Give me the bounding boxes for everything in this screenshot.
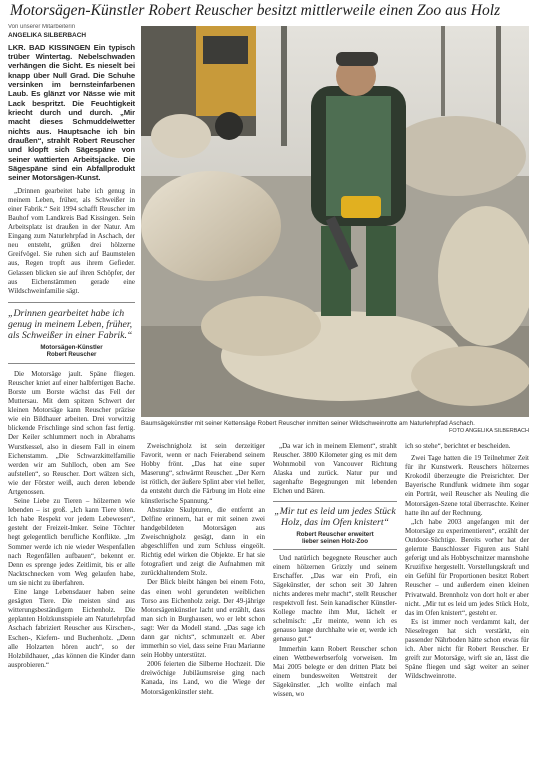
column-2	[141, 442, 265, 760]
byline-author: ANGELIKA SILBERBACH	[8, 31, 87, 39]
pull-quote-attribution: Motorsägen-Künstler	[40, 343, 103, 351]
pull-quote-attribution-subline: lieber seinen Holz-Zoo	[301, 538, 368, 546]
photo-caption-text: Baumsägekünstler mit seiner Kettensäge Robert Reuscher inmitten seiner Wildschweinrotte am Naturlehrpfad Aschach.	[141, 420, 475, 427]
body-paragraph: „Da war ich in meinem Element“, strahlt Reuscher. 3800 Kilometer ging es mit dem Wohnmobil von Vancouver Richtung Alaska und zurück. Natur pur und sagenhafte Begegnungen mit lebenden Elchen und Bären.	[273, 442, 397, 496]
body-paragraph: Der Blick bleibt hängen bei einem Foto, das einen wohl gerundeten weiblichen Torso aus Eichenholz zeigt. Der 49-jährige Motorsägenkünstler lacht und erzählt, dass man sich in Burghausen, wo er lebt schon sagt: Wer da Modell stand. „Das sage ich dann gar nichts“, schmunzelt er. Aber immerhin so viel, dass seine Frau Marianne sein Hobby unterstützt.	[141, 578, 265, 660]
lede-paragraph: LKR. BAD KISSINGEN Ein typisch trüber Wintertag. Nebelschwaden verhängen die Sicht. Es nieselt bei knapp über Null Grad. Die Schuhe versinken im bernsteinfarbenen Laub. Es glänzt vor Nässe wie mit Lack bespritzt. Die Feuchtigkeit kriecht durch und durch. „Mir macht dieses Schmuddelwetter nichts aus. Hauptsache ich bin draußen“, strahlt Robert Reuscher und klopft sich Sägespäne von seiner wattierten Arbeitsjacke. Die Sägespäne sind ein Abfallprodukt seiner Motorsägen-Kunst.	[8, 42, 135, 183]
pull-quote-text: „Drinnen gearbeitet habe ich genug in meinem Leben, früher, als Schweißer in einer Fabrik.“	[8, 307, 133, 341]
pull-quote-1	[8, 302, 135, 364]
body-paragraph: Die Motorsäge jault. Späne fliegen. Reuscher kniet auf einer halbfertigen Bache. Borste um Borste wächst das Fell der Muttersau. Mit dem spitzen Schwert der kleinen Motorsäge kann Reuscher präzise wie ein Bildhauer arbeiten. Drei vorwitzig blickende Frischlinge sind schon fast fertig. Der Keiler schlummert noch in Abrahams Wurstkessel, also in diesem Fall in einem Eichenstamm. „Die Schwarzkittelfamilie werden wir am Suhlloch, oben am See aufstellen“, so Reuscher. Dort wälzen sich, wie der Förster weiß, auch deren lebende Artgenossen.	[8, 369, 135, 496]
pull-quote-2	[273, 501, 397, 550]
body-paragraph: Zwei Tage hatten die 19 Teilnehmer Zeit für ihr Kunstwerk. Reuschers hölzernes Krokodil überzeugte die Preisrichter. Der Bayerische Rundfunk widmete ihm sogar ein Porträt, weil Reuscher als Neuling die Motorsägen-Szene total überraschte. Keiner hatte ihn auf der Rechnung.	[405, 454, 529, 517]
body-paragraph: Abstrakte Skulpturen, die entfernt an Delfine erinnern, hat er mit seinen zwei handgebildeten Motorsägen aus Zweischnigholz gesägt, dann in ein abgeschliffen und zum Schluss eingeölt. Richtig edel wirken die Objekte. Er hat sie fotografiert und zeigt die Aufnahmen mit zurückhaltendem Stolz.	[141, 505, 265, 578]
body-paragraph: „Ich habe 2003 angefangen mit der Motorsäge zu experimentieren“, erzählt der Outdoor-Süchtige. Bereits vorher hat der gelernte Bauschlosser Figuren aus Stahl geferigt und als Hobbyschnitzer mannshohe Kruzifixe hergestellt. Vorstellungskraft und ein Gefühl für Proportionen besitzt Robert Reuscher – und außerdem einen kleinen Privatwald. Brennholz von dort holt er aber nicht. „Mir tut es leid um jedes Stück Holz, das im Ofen knistert“, gesteht er.	[405, 517, 529, 617]
byline-source: Von unserer Mitarbeiterin	[8, 24, 76, 30]
body-paragraph: Immerhin kann Robert Reuscher schon einen Wettbewerbserfolg vorweisen. Im Mai 2005 belegte er den dritten Platz bei einem bundesweiten Wettstreit der Sägekünstler. „Ich wollte einfach mal wissen, wo	[273, 644, 397, 698]
article-photo	[141, 26, 529, 417]
body-paragraph: Und natürlich begegnete Reuscher auch einem hölzernen Grizzly und seinem Erschaffer. „Das war ein Profi, ein Sägekünstler, der schon seit 30 Jahren nichts anderes mehr macht“, stellt Reuscher respektvoll fest. Sein kanadischer Künstler-Kollege machte ihm Mut, lächelt er schelmisch: „Er meinte, wenn ich es genauso lange durchhalte wie er, werde ich genauso gut.“	[273, 553, 397, 644]
body-paragraph: ich so stehe“, berichtet er bescheiden.	[405, 442, 511, 450]
body-paragraph: Seine Liebe zu Tieren – hölzernen wie lebenden – ist groß. „Ich kann Tiere töten. Ich habe Respekt vor jedem Lebewesen“, gesteht der Freizeit-Imker. Seine Töchter hegt gelegentlich berufliche Konflikte. „Im Sommer werde ich nie wieder Wespenfallen nach Regenfällen aufbauen“, bekennt er. Denn es sprenge jedes Zeitlimit, bis er alle Nacktschnecken vom Weg gelaufen habe, um sie nicht zu überfahren.	[8, 497, 135, 587]
body-paragraph: Es ist immer noch verdammt kalt, der Nieselregen hat sich verstärkt, ein passender Nährboden hätte schon etwas für ich. Aber nicht für Robert Reuscher. Er greift zur Motorsäge, wirft sie an, lässt die Späne fliegen und sägt weiter an seiner Wildschweinrotte.	[405, 617, 529, 681]
column-1	[8, 24, 135, 760]
headline: Motorsägen-Künstler Robert Reuscher besitzt mittlerweile einen Zoo aus Holz	[10, 2, 501, 19]
photo-credit: FOTO ANGELIKA SILBERBACH	[449, 427, 529, 434]
column-3	[273, 442, 397, 760]
body-paragraph: 2006 feierten die Silberne Hochzeit. Die dreiwöchige Jubiläumsreise ging nach Kanada, ins Land, wo die Wiege der Motorsägenkünstler steht.	[141, 660, 265, 696]
photo-illustration	[141, 26, 529, 417]
column-4	[405, 442, 529, 760]
body-paragraph: Eine lange Lebensdauer haben seine gesägten Tiere. Die meisten sind aus witterungsbeständigem Eichenholz. Die geplanten Holzkunstspiele am Naturlehrpfad Aschach fabriziert Reuscher aus Kirschen-, Eschen-, Kiefern- und Buchenholz. „Denn alle Holzarten hören auch“, so der Holzbildhauer, „das können die Kinder dann ausprobieren.“	[8, 588, 135, 669]
pull-quote-attribution-name: Robert Reuscher	[46, 351, 97, 359]
photo-caption	[141, 420, 529, 434]
body-paragraph: „Drinnen gearbeitet habe ich genug in meinem Leben, früher, als Schweißer in einer Fabrik.“ Seit 1994 schafft Reuscher im Bauhof vom Landkreis Bad Kissingen. Sein Arbeitsplatz ist draußen in der Natur. Am Eingang zum Naturlehrpfad in Aschach, der neu entsteht, grüßen drei hölzerne Greifvögel. Sie ruhen sich auf Baumstelen aus, Regen tropft aus ihrem Gefieder. Gelassen blicken sie auf ihren Schöpfer, der aus Eichenstämmen gerade eine Wildschweinfamilie sägt.	[8, 186, 135, 295]
body-paragraph: Zweischnigholz ist sein derzeitiger Favorit, wenn er nach Feierabend seinem Hobby frönt. „Das hat eine super Maserung“, schwärmt Reuscher. „Der Kern ist rötlich, der äußere Splint aber viel heller, da entsteht durch die Färbung im Holz eine künstlerische Spannung.“	[141, 442, 265, 505]
pull-quote-attribution: Robert Reuscher erweitert	[296, 530, 374, 538]
pull-quote-text: „Mir tut es leid um jedes Stück Holz, das im Ofen knistert“	[274, 505, 396, 528]
